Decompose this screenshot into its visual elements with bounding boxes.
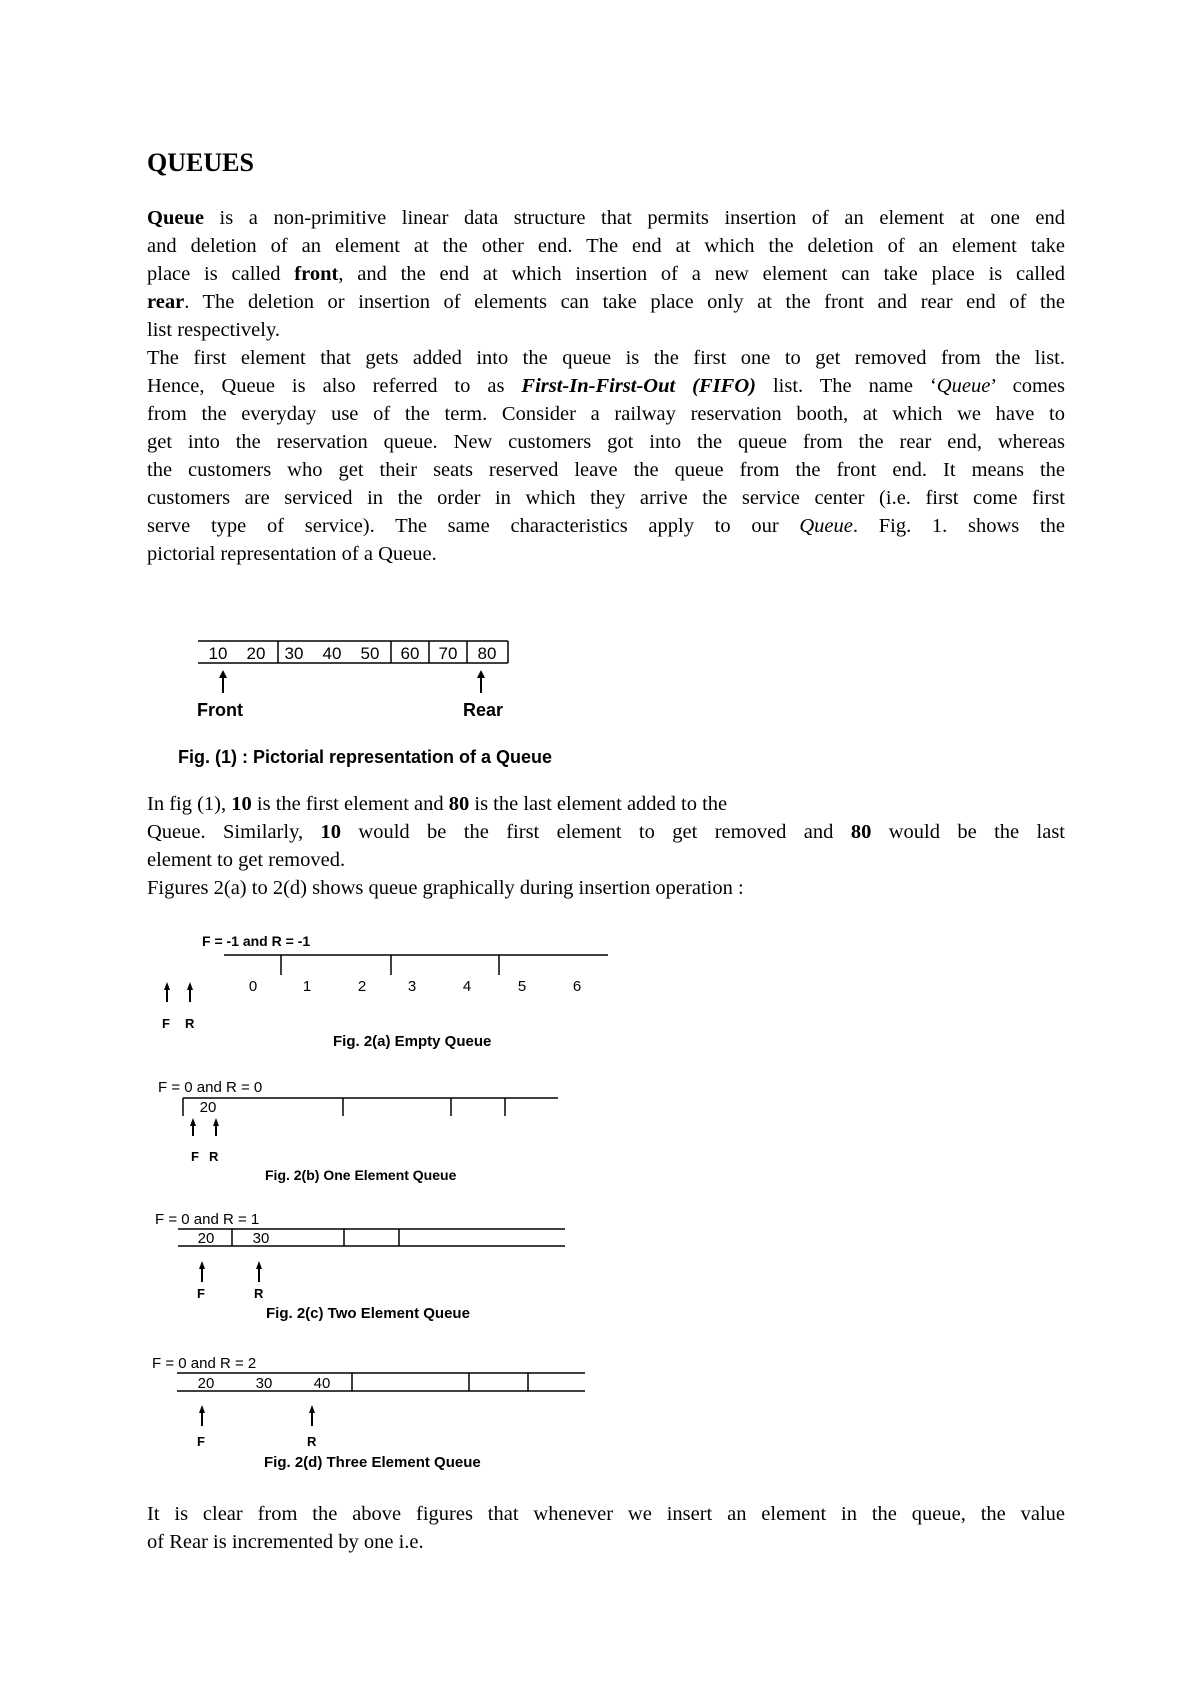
text-span: is the last element added to the [469, 793, 728, 815]
text-line: from the everyday use of the term. Consider a railway reservation booth, at which we have to [147, 403, 1065, 425]
index-label: 5 [517, 978, 527, 995]
fig2d-state: F = 0 and R = 2 [152, 1355, 257, 1372]
rear-pointer-label: R [185, 1016, 195, 1031]
page-title: QUEUES [147, 148, 254, 177]
up-arrow-icon [477, 670, 485, 693]
text-line: It is clear from the above figures that whenever we insert an element in the queue, the value [147, 1503, 1065, 1525]
text-span: . The deletion or insertion of elements can take place only at the front and rear end of the [184, 291, 1065, 313]
fig2a-caption: Fig. 2(a) Empty Queue [333, 1033, 492, 1050]
queue-cell: 20 [197, 1230, 215, 1247]
bold-term: rear [147, 291, 185, 313]
front-label: Front [197, 700, 243, 720]
text-line [147, 372, 1065, 400]
text-line: pictorial representation of a Queue. [147, 543, 437, 565]
front-pointer-label: F [162, 1016, 170, 1031]
queue-cell: 30 [255, 1375, 273, 1392]
bold-term: front [294, 263, 339, 285]
text-span: , and the end at which insertion of a new element can take place is called [338, 263, 1065, 285]
bold-italic-term: First-In-First-Out (FIFO) [521, 375, 756, 397]
queue-cell: 70 [438, 644, 458, 663]
queue-cell: 50 [360, 644, 380, 663]
text-line: the customers who get their seats reserved leave the queue from the front end. It means the [147, 459, 1065, 481]
bold-term: 80 [448, 793, 470, 815]
bold-term: Queue [147, 207, 204, 229]
text-line: element to get removed. [147, 849, 346, 871]
text-span: In fig (1), [147, 793, 232, 815]
text-span: Hence, Queue is also referred to as [147, 375, 522, 397]
queue-cell: 20 [246, 644, 266, 663]
text-span: . Fig. 1. shows the [852, 515, 1065, 537]
queue-cell: 40 [322, 644, 342, 663]
index-label: 3 [407, 978, 417, 995]
bold-term: 10 [231, 793, 252, 815]
index-label: 4 [462, 978, 472, 995]
queue-cell: 30 [252, 1230, 270, 1247]
text-line: list respectively. [147, 319, 281, 341]
text-line [147, 818, 1065, 846]
queue-cell: 80 [477, 644, 497, 663]
rear-pointer-label: R [254, 1286, 264, 1301]
text-span: would be the first element to get removed and [341, 821, 851, 843]
text-line [147, 288, 1065, 316]
italic-term: Queue [936, 375, 991, 397]
up-arrow-icon [187, 982, 193, 1002]
text-line: of Rear is incremented by one i.e. [147, 1531, 424, 1553]
text-span: is the first element and [251, 793, 449, 815]
up-arrow-icon [199, 1261, 205, 1282]
rear-pointer-label: R [307, 1434, 317, 1449]
text-span: place is called [147, 263, 295, 285]
text-line: The first element that gets added into the queue is the first one to get removed from the list. [147, 347, 1065, 369]
text-line: Figures 2(a) to 2(d) shows queue graphically during insertion operation : [147, 877, 744, 899]
up-arrow-icon [199, 1405, 205, 1426]
paragraph-definition [147, 204, 1065, 344]
up-arrow-icon [219, 670, 227, 693]
front-pointer-label: F [197, 1286, 205, 1301]
text-span: list. The name ‘ [755, 375, 937, 397]
queue-cell: 20 [199, 1099, 217, 1116]
fig2c-caption: Fig. 2(c) Two Element Queue [266, 1305, 470, 1322]
up-arrow-icon [309, 1405, 315, 1426]
text-line [147, 260, 1065, 288]
text-span: serve type of service). The same characteristics apply to our [147, 515, 800, 537]
text-line: and deletion of an element at the other end. The end at which the deletion of an element take [147, 235, 1065, 257]
fig2a-state: F = -1 and R = -1 [202, 933, 311, 949]
text-span: Queue. Similarly, [147, 821, 321, 843]
up-arrow-icon [164, 982, 170, 1002]
fig2c-state: F = 0 and R = 1 [155, 1211, 260, 1228]
index-label: 0 [248, 978, 258, 995]
bold-term: 10 [320, 821, 342, 843]
up-arrow-icon [190, 1118, 196, 1136]
text-line: get into the reservation queue. New customers got into the queue from the rear end, whereas [147, 431, 1065, 453]
front-pointer-label: F [191, 1149, 199, 1164]
queue-cell: 60 [400, 644, 420, 663]
figure-1-caption: Fig. (1) : Pictorial representation of a Queue [178, 747, 553, 767]
italic-term: Queue [799, 515, 853, 537]
queue-cell: 30 [284, 644, 304, 663]
fig2b-caption: Fig. 2(b) One Element Queue [265, 1167, 457, 1183]
text-span: ’ comes [990, 375, 1065, 397]
queue-cell: 40 [313, 1375, 331, 1392]
front-pointer-label: F [197, 1434, 205, 1449]
bold-term: 80 [850, 821, 872, 843]
fig2b-state: F = 0 and R = 0 [158, 1079, 263, 1096]
text-line [147, 512, 1065, 540]
up-arrow-icon [213, 1118, 219, 1136]
text-line [147, 790, 1065, 818]
paragraph-fig1-explanation [147, 790, 1065, 902]
index-label: 2 [357, 978, 367, 995]
queue-cell: 20 [197, 1375, 215, 1392]
text-span: would be the last [871, 821, 1065, 843]
fig2d-caption: Fig. 2(d) Three Element Queue [264, 1454, 481, 1471]
paragraph-conclusion [147, 1500, 1065, 1556]
rear-label: Rear [463, 700, 504, 720]
queue-cell: 10 [208, 644, 228, 663]
paragraph-fifo [147, 344, 1065, 568]
text-line [147, 204, 1065, 232]
index-label: 6 [572, 978, 582, 995]
up-arrow-icon [256, 1261, 262, 1282]
index-label: 1 [302, 978, 312, 995]
text-line: customers are serviced in the order in which they arrive the service center (i.e. first come first [147, 487, 1065, 509]
rear-pointer-label: R [209, 1149, 219, 1164]
text-span: is a non-primitive linear data structure that permits insertion of an element at one end [203, 207, 1065, 229]
